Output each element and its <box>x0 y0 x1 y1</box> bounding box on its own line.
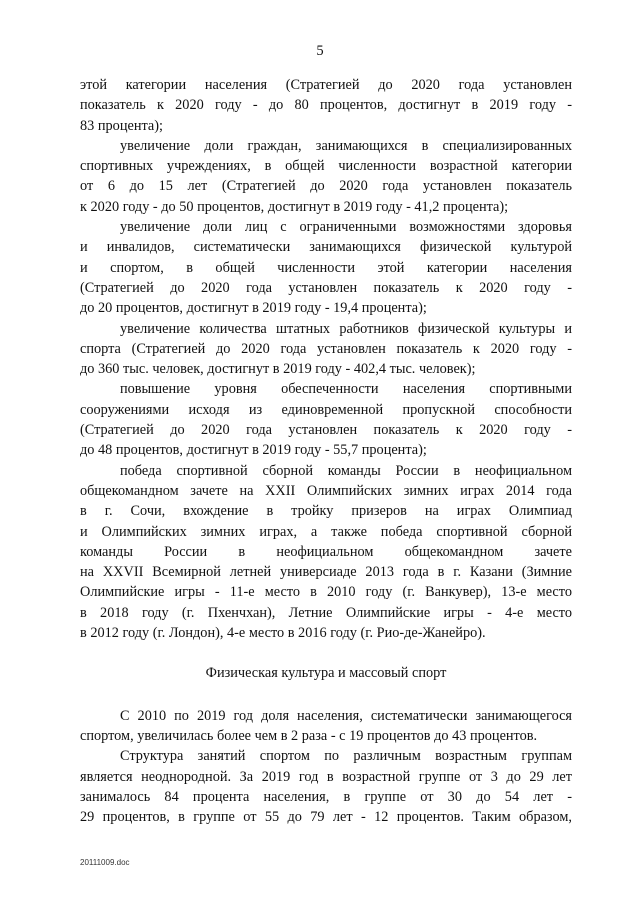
paragraph-line: 29 процентов, в группе от 55 до 79 лет - 12 процентов. Таким образом, <box>80 809 572 826</box>
paragraph <box>80 746 572 827</box>
paragraph <box>80 319 572 380</box>
paragraph-line: общекомандном зачете на XXII Олимпийских зимних играх 2014 года <box>80 482 572 499</box>
paragraph-line: спортивных учреждениях, в общей численности возрастной категории <box>80 158 572 175</box>
paragraph-line: (Стратегией до 2020 года установлен показатель к 2020 году - <box>80 422 572 439</box>
section-heading: Физическая культура и массовый спорт <box>205 665 447 682</box>
paragraph <box>80 136 572 217</box>
paragraph <box>80 706 572 747</box>
paragraph-line: и инвалидов, систематически занимающихся физической культурой <box>80 239 572 256</box>
paragraph-line: спортом, увеличилась более чем в 2 раза - с 19 процентов до 43 процентов. <box>80 727 538 744</box>
paragraph-line: увеличение доли лиц с ограниченными возможностями здоровья <box>120 219 572 236</box>
file-name-footer: 20111009.doc <box>80 858 130 867</box>
paragraph <box>80 379 572 460</box>
paragraph-line: Структура занятий спортом по различным возрастным группам <box>120 748 572 765</box>
paragraph-line: и Олимпийских зимних играх, а также победа спортивной сборной <box>80 523 572 540</box>
paragraphs-after-heading <box>80 706 572 828</box>
paragraph-line: и спортом, в общей численности этой категории населения <box>80 259 572 276</box>
paragraph-line: в 2018 году (г. Пхенчхан), Летние Олимпийские игры - 4-е место <box>80 604 572 621</box>
paragraph <box>80 461 572 644</box>
paragraph-line: от 6 до 15 лет (Стратегией до 2020 года установлен показатель <box>80 178 572 195</box>
paragraph-line: повышение уровня обеспеченности населения спортивными <box>120 381 572 398</box>
paragraph-line: (Стратегией до 2020 года установлен показатель к 2020 году - <box>80 279 572 296</box>
page-number: 5 <box>316 43 324 59</box>
paragraph-line: увеличение количества штатных работников физической культуры и <box>120 320 572 337</box>
document-body <box>80 75 572 827</box>
paragraph-line: до 360 тыс. человек, достигнут в 2019 году - 402,4 тыс. человек); <box>80 361 476 378</box>
paragraph-line: на XXVII Всемирной летней универсиаде 2013 года в г. Казани (Зимние <box>80 564 572 581</box>
paragraph-line: в г. Сочи, вхождение в тройку призеров на играх Олимпиад <box>80 503 572 520</box>
paragraph-line: к 2020 году - до 50 процентов, достигнут в 2019 году - 41,2 процента); <box>80 198 509 215</box>
paragraph-line: 83 процента); <box>80 117 163 134</box>
paragraphs-before-heading <box>80 75 572 643</box>
paragraph-line: является неоднородной. За 2019 год в возрастной группе от 3 до 29 лет <box>80 768 572 785</box>
paragraph <box>80 217 572 318</box>
paragraph-line: команды России в неофициальном общекомандном зачете <box>80 543 572 560</box>
paragraph-line: Олимпийские игры - 11-е место в 2010 году (г. Ванкувер), 13-е место <box>80 584 572 601</box>
paragraph-line: спорта (Стратегией до 2020 года установлен показатель к 2020 году - <box>80 340 572 357</box>
paragraph-line: сооружениями исходя из единовременной пропускной способности <box>80 401 572 418</box>
paragraph-line: победа спортивной сборной команды России в неофициальном <box>120 462 572 479</box>
paragraph-line: занималось 84 процента населения, в группе от 30 до 54 лет - <box>80 788 572 805</box>
paragraph <box>80 75 572 136</box>
paragraph-line: С 2010 по 2019 год доля населения, систематически занимающегося <box>120 707 572 724</box>
paragraph-line: этой категории населения (Стратегией до 2020 года установлен <box>80 77 572 93</box>
paragraph-line: до 20 процентов, достигнут в 2019 году - 19,4 процента); <box>80 300 427 317</box>
paragraph-line: увеличение доли граждан, занимающихся в специализированных <box>120 137 572 154</box>
paragraph-line: до 48 процентов, достигнут в 2019 году - 55,7 процента); <box>80 442 427 459</box>
paragraph-line: показатель к 2020 году - до 80 процентов, достигнут в 2019 году - <box>80 97 572 114</box>
paragraph-line: в 2012 году (г. Лондон), 4-е место в 2016 году (г. Рио-де-Жанейро). <box>80 625 486 642</box>
